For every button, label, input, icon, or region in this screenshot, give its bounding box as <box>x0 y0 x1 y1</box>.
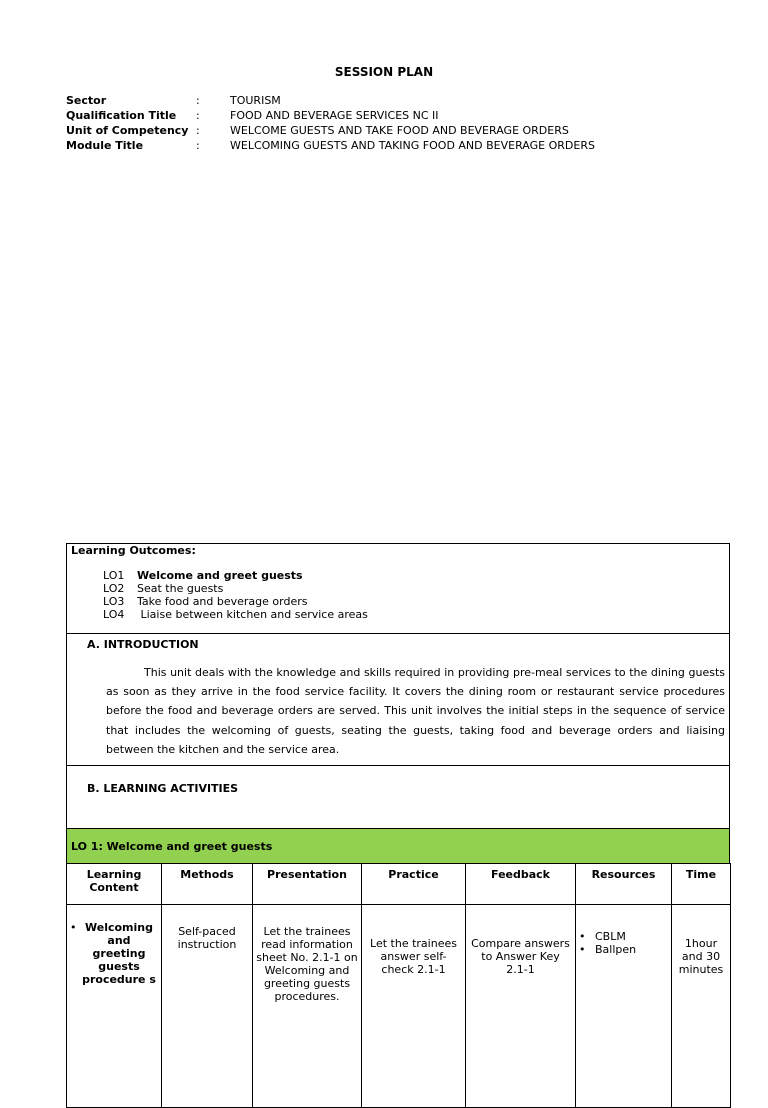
learning-content-text: Welcoming and greeting guests procedure s <box>82 921 156 986</box>
learning-outcomes-box <box>66 543 730 634</box>
column-header: Time <box>672 864 731 905</box>
header-info <box>66 93 595 153</box>
column-header: Learning Content <box>67 864 162 905</box>
column-header: Methods <box>162 864 253 905</box>
resource-item: • CBLM <box>579 930 668 943</box>
meta-row-qualification <box>66 108 595 123</box>
meta-row-unit <box>66 123 595 138</box>
meta-colon: : <box>196 94 200 107</box>
learning-outcome-item <box>103 608 368 621</box>
column-header: Feedback <box>466 864 576 905</box>
learning-outcomes-heading: Learning Outcomes: <box>71 544 196 557</box>
introduction-heading: A. INTRODUCTION <box>87 638 199 651</box>
column-header: Practice <box>362 864 466 905</box>
meta-label: Sector <box>66 94 107 107</box>
column-header: Resources <box>576 864 672 905</box>
lo-code: LO3 <box>103 595 125 608</box>
meta-label: Qualification Title <box>66 109 177 122</box>
learning-outcome-item <box>103 595 368 608</box>
column-header: Presentation <box>253 864 362 905</box>
meta-label: Module Title <box>66 139 144 152</box>
meta-row-sector <box>66 93 595 108</box>
lo-text: Seat the guests <box>137 582 224 595</box>
introduction-box <box>66 633 730 766</box>
lo-code: LO1 <box>103 569 125 582</box>
learning-activities-heading: B. LEARNING ACTIVITIES <box>87 782 239 795</box>
lo-code: LO2 <box>103 582 125 595</box>
bullet-icon: • <box>70 921 77 934</box>
meta-value: TOURISM <box>230 94 281 107</box>
learning-outcome-item <box>103 582 368 595</box>
learning-outcomes-list <box>103 569 368 621</box>
document-title: SESSION PLAN <box>334 65 434 79</box>
table-row <box>67 905 731 1108</box>
feedback-cell: Compare answers to Answer Key 2.1-1 <box>466 905 576 1108</box>
table-header-row <box>67 864 731 905</box>
meta-row-module <box>66 138 595 153</box>
lo-code: LO4 <box>103 608 125 621</box>
meta-label: Unit of Competency <box>66 124 189 137</box>
time-cell: 1hour and 30 minutes <box>672 905 731 1108</box>
meta-colon: : <box>196 139 200 152</box>
resources-cell <box>576 905 672 1108</box>
meta-value: FOOD AND BEVERAGE SERVICES NC II <box>230 109 439 122</box>
presentation-cell: Let the trainees read information sheet No. 2.1-1 on Welcoming and greeting guests procedures. <box>253 905 362 1108</box>
lo-text: Take food and beverage orders <box>137 595 308 608</box>
introduction-text: This unit deals with the knowledge and skills required in providing pre-meal services to the dining guests as soon as they arrive in the food service facility. It covers the dining room or restaurant service procedures before the food and beverage orders are served. This unit involves the initial steps in the sequence of service that includes the welcoming of guests, seating the guests, taking food and beverage orders and liaising between the kitchen and the service area. <box>106 666 725 756</box>
meta-value: WELCOMING GUESTS AND TAKING FOOD AND BEVERAGE ORDERS <box>230 139 595 152</box>
meta-colon: : <box>196 124 200 137</box>
lo-text: Welcome and greet guests <box>137 569 303 582</box>
resource-item: • Ballpen <box>579 943 668 956</box>
lo-text: Liaise between kitchen and service areas <box>137 608 368 621</box>
learning-outcome-item <box>103 569 368 582</box>
learning-content-cell <box>67 905 162 1108</box>
learning-activities-box <box>66 765 730 829</box>
lo1-section-bar: LO 1: Welcome and greet guests <box>66 828 730 864</box>
meta-colon: : <box>196 109 200 122</box>
resources-list <box>579 930 668 956</box>
methods-cell: Self-paced instruction <box>162 905 253 1108</box>
meta-value: WELCOME GUESTS AND TAKE FOOD AND BEVERAGE ORDERS <box>230 124 569 137</box>
practice-cell: Let the trainees answer self-check 2.1-1 <box>362 905 466 1108</box>
activities-table <box>66 863 731 1108</box>
